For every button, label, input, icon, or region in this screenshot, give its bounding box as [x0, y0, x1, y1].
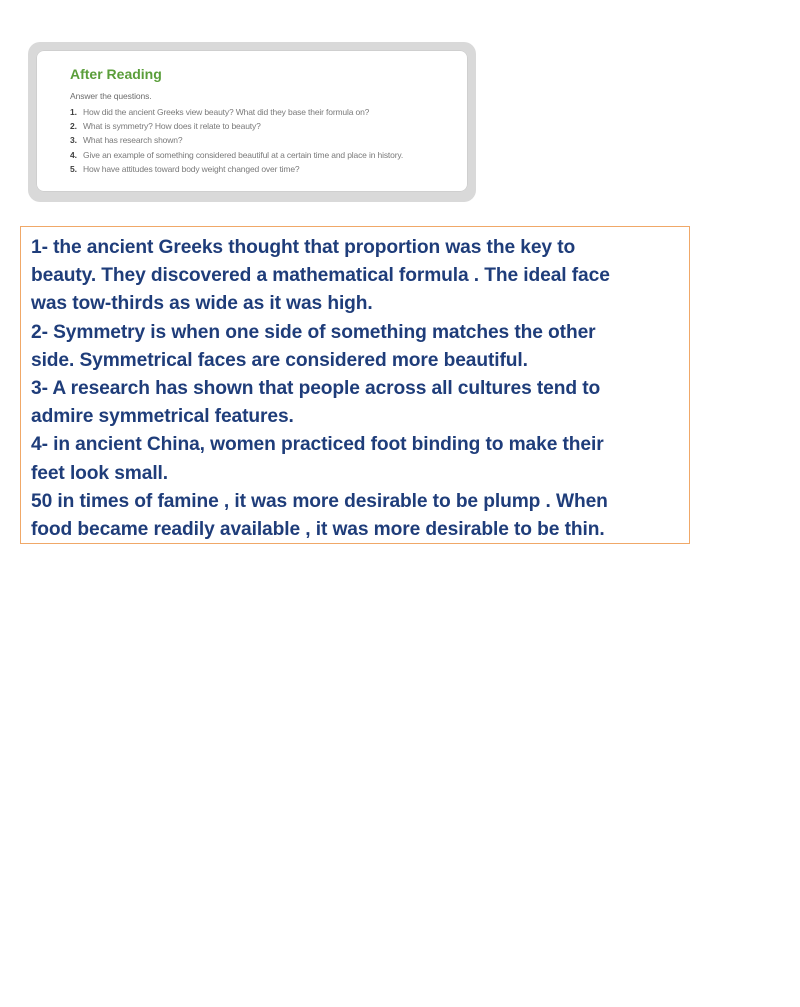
- question-text: How have attitudes toward body weight changed over time?: [83, 163, 300, 174]
- answer-line: beauty. They discovered a mathematical formula . The ideal face: [31, 265, 610, 287]
- card-title: After Reading: [70, 66, 162, 82]
- answer-line: feet look small.: [31, 462, 169, 484]
- question-item: [70, 119, 403, 133]
- answer-line: was tow-thirds as wide as it was high.: [31, 293, 373, 315]
- question-number: 1.: [70, 107, 77, 117]
- after-reading-card: [28, 42, 476, 202]
- question-number: 3.: [70, 135, 77, 146]
- question-item: [70, 148, 403, 162]
- question-item: [70, 162, 403, 176]
- answer-line: side. Symmetrical faces are considered more beautiful.: [31, 349, 528, 371]
- answer-line: admire symmetrical features.: [31, 406, 294, 428]
- answer-line: 1- the ancient Greeks thought that proportion was the key to: [31, 237, 576, 258]
- answer-line: 2- Symmetry is when one side of something matches the other: [31, 321, 596, 343]
- answer-line: food became readily available , it was more desirable to be thin.: [31, 519, 605, 541]
- answer-line: 50 in times of famine , it was more desirable to be plump . When: [31, 490, 608, 512]
- after-reading-card-inner: [36, 50, 468, 192]
- question-text: What has research shown?: [83, 135, 183, 146]
- question-item: [70, 133, 403, 147]
- question-number: 5.: [70, 163, 77, 174]
- answer-line: 4- in ancient China, women practiced foot binding to make their: [31, 434, 604, 456]
- answer-box: [20, 226, 690, 544]
- question-text: What is symmetry? How does it relate to beauty?: [83, 121, 261, 132]
- question-text: How did the ancient Greeks view beauty? What did they base their formula on?: [83, 107, 370, 117]
- question-text: Give an example of something considered beautiful at a certain time and place in history.: [83, 149, 404, 160]
- question-list: [70, 105, 403, 176]
- card-instruction: Answer the questions.: [70, 91, 152, 101]
- answer-line: 3- A research has shown that people across all cultures tend to: [31, 378, 601, 400]
- question-number: 4.: [70, 149, 77, 160]
- question-number: 2.: [70, 121, 77, 132]
- question-item: [70, 105, 403, 119]
